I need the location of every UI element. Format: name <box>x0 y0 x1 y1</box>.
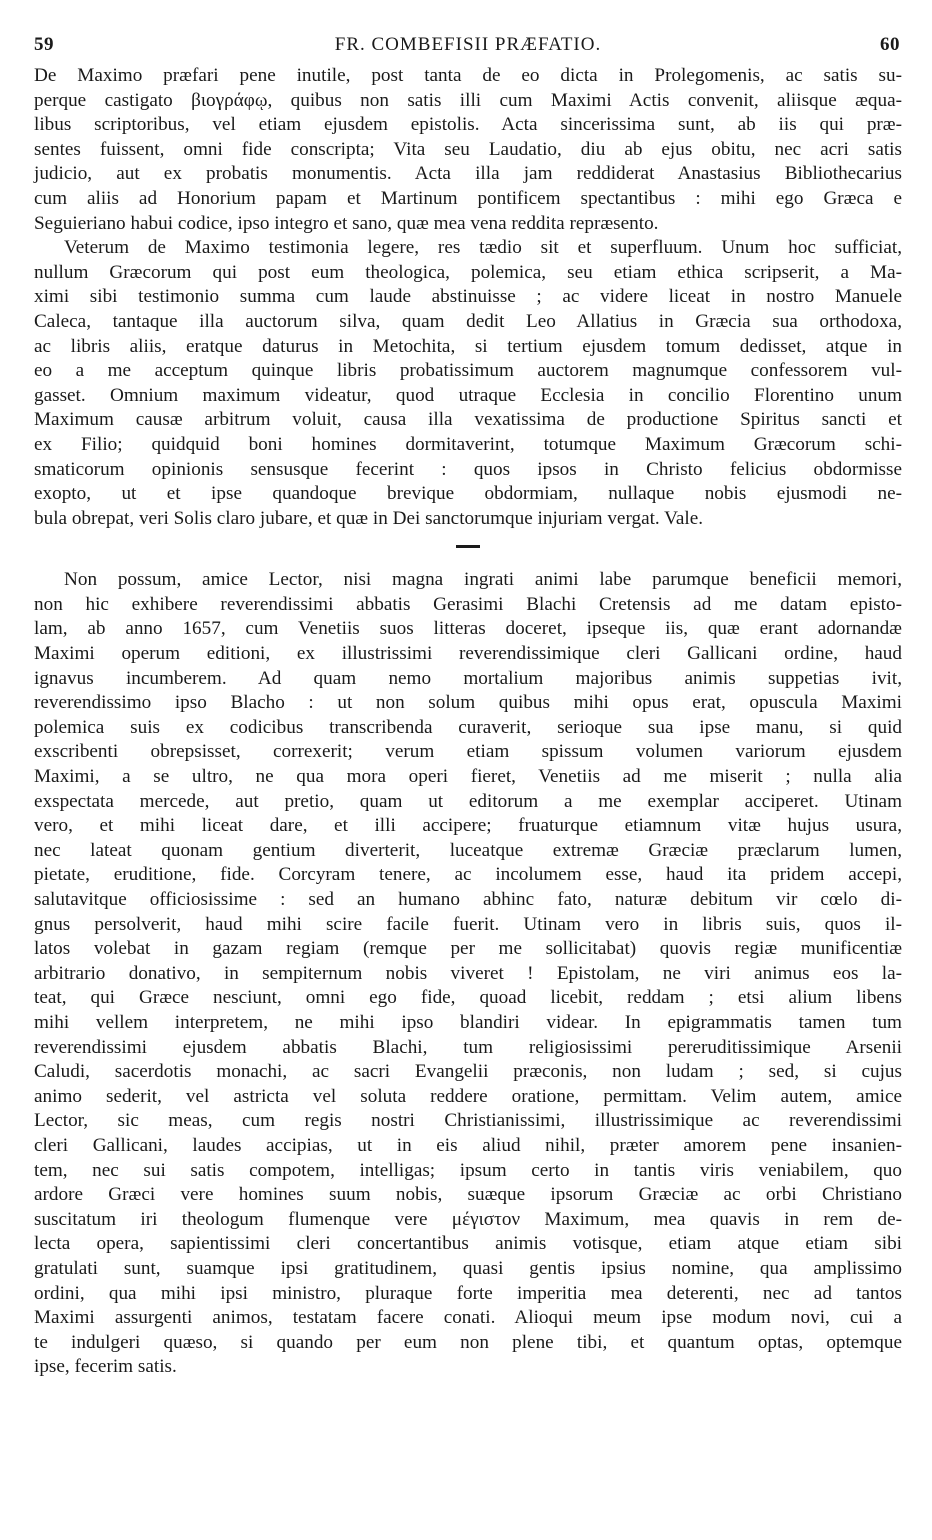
text-line: bula obrepat, veri Solis claro jubare, et quæ in Dei sanctorumque injuriam vergat. Vale. <box>34 507 704 529</box>
text-line: perque castigato βιογράφῳ, quibus non satis illi cum Maximi Actis convenit, aliisque æqua- <box>34 89 902 111</box>
text-line: arbitrario donativo, in sempiternum nobis viveret ! Epistolam, ne viri animus eos la- <box>34 962 902 984</box>
text-line: suscitatum iri theologum flumenque vere μέγιστον Maximum, mea quavis in rem de- <box>34 1208 902 1230</box>
text-line: te indulgeri quæso, si quando per eum non plene tibi, et quantum optas, optemque <box>34 1331 902 1353</box>
text-line: eo a me acceptum quinque libris probatissimum auctorem magnumque confessorem vul- <box>34 360 902 382</box>
running-title: FR. COMBEFISII PRÆFATIO. <box>334 34 602 55</box>
text-line: ximi sibi testimonio summa cum laude abstinuisse ; ac videre liceat in nostro Manuele <box>34 286 902 308</box>
text-line: Seguieriano habui codice, ipso integro et sano, quæ mea vena reddita repræsento. <box>34 212 659 234</box>
text-line: gnus persolverit, haud mihi scire facile fuerit. Utinam vero in libris suis, quos il- <box>34 913 902 935</box>
text-line: gasset. Omnium maximum videatur, quod utraque Ecclesia in concilio Florentino unum <box>34 384 902 406</box>
text-line: De Maximo præfari pene inutile, post tanta de eo dicta in Prolegomenis, ac satis su- <box>34 65 902 86</box>
text-line: ex Filio; quidquid boni homines dormitaverint, totumque Maximum Græcorum schi- <box>34 433 902 455</box>
text-line: Maximi operum editioni, ex illustrissimi reverendissimique cleri Gallicani ordine, haud <box>34 643 902 665</box>
text-line: ignavus incumberem. Ad quam nemo mortalium majoribus animis suppetias ivit, <box>34 667 902 689</box>
text-line: libus scriptoribus, vel etiam ejusdem epistolis. Acta sincerissima sunt, ab iis qui præ- <box>34 114 902 136</box>
paragraph-preface-maximus <box>34 64 902 236</box>
text-line: ipse, fecerim satis. <box>34 1356 177 1378</box>
page-number-right: 60 <box>880 34 900 55</box>
text-line: pietate, eruditione, fide. Corcyram tenere, ac incolumem esse, haud ita pridem accepi, <box>34 864 902 886</box>
text-line: Caleca, tantaque illa auctorum silva, quam dedit Leo Allatius in Græcia sua orthodoxa, <box>34 310 902 332</box>
text-line: Maximi, a se ultro, ne qua mora operi fieret, Venetiis ad me miserit ; nulla alia <box>34 766 902 788</box>
text-line: nec lateat quonam gentium diverterit, luceatque extremæ Græciæ præclarum lumen, <box>34 839 902 861</box>
text-line: cleri Gallicani, laudes accipias, ut in eis aliud nihil, præter amorem pene insanien- <box>34 1134 902 1156</box>
text-line: exopto, ut et ipse quandoque brevique obdormiam, nullaque nobis ejusmodi ne- <box>34 483 902 505</box>
text-line: judicio, aut ex probatis monumentis. Acta illa jam reddiderat Anastasius Bibliothecarius <box>34 163 902 185</box>
text-line: Non possum, amice Lector, nisi magna ingrati animi labe parumque beneficii memori, <box>64 569 902 591</box>
text-line: cum aliis ad Honorium papam et Martinum pontificem spectantibus : mihi ego Græca e <box>34 187 902 209</box>
text-line: mihi vellem interpretem, ne mihi ipso blandiri videar. In epigrammatis tamen tum <box>34 1011 902 1033</box>
paragraph-testimonia <box>34 236 902 531</box>
text-line: reverendissimi ejusdem abbatis Blachi, tum religiosissimi pereruditissimique Arsenii <box>34 1036 902 1058</box>
text-line: ardore Græci vere homines suum nobis, suæque ipsorum Græciæ ac orbi Christiano <box>34 1184 902 1206</box>
text-line: gratulati sunt, suamque ipsi gratitudinem, quasi gentis ipsius nomine, qua amplissimo <box>34 1257 902 1279</box>
text-line: tem, nec sui satis compotem, intelligas; ipsum certo in tantis viris veniabilem, quo <box>34 1159 902 1181</box>
document-page <box>34 30 902 1380</box>
text-line: vero, et mihi liceat dare, et illi accipere; fruaturque etiamnum vitæ hujus usura, <box>34 815 902 837</box>
running-head <box>34 30 902 58</box>
text-line: smaticorum opinionis sensusque fecerint : quos ipsos in Christo felicius obdormisse <box>34 458 902 480</box>
text-line: Caludi, sacerdotis monachi, ac sacri Evangelii præconis, non ludam ; sed, si cujus <box>34 1061 902 1083</box>
text-line: Maximum causæ arbitrum voluit, causa illa vexatissima de productione Spiritus sancti et <box>34 409 902 431</box>
page-number-left: 59 <box>34 34 54 55</box>
text-line: reverendissimo ipso Blacho : ut non solum quibus mihi opus erat, opuscula Maximi <box>34 692 902 714</box>
text-line: sentes fuissent, omni fide conscripta; Vita seu Laudatio, diu ab ejus obitu, nec acri satis <box>34 138 902 160</box>
text-line: lam, ab anno 1657, cum Venetiis suos litteras doceret, ipseque iis, quæ erant adornandæ <box>34 618 902 640</box>
text-line: Lector, sic meas, cum regis nostri Christianissimi, illustrissimique ac reverendissimi <box>34 1110 902 1132</box>
text-line: exscribenti obrepsisset, correxerit; verum etiam spissum volumen variorum ejusdem <box>34 741 902 763</box>
text-line: latos volebat in gazam regiam (remque per me sollicitabat) quovis regiæ munificentiæ <box>34 938 902 960</box>
text-line: salutavitque officiosissime : sed an humano abhinc fato, naturæ debitum vir cœlo di- <box>34 889 902 910</box>
text-line: nullum Græcorum qui post eum theologica, polemica, seu etiam ethica scripserit, a Ma- <box>34 261 902 283</box>
text-line: ac libris aliis, eratque daturus in Metochita, si tertium ejusdem tomum dedisset, atque in <box>34 335 902 357</box>
text-line: teat, qui Græce nesciunt, omni ego fide, quoad licebit, reddam ; etsi alium libens <box>34 987 902 1009</box>
text-line: animo sederit, vel astricta vel soluta reddere oratione, permittam. Velim autem, amice <box>34 1085 902 1107</box>
text-line: non hic exhibere reverendissimi abbatis Gerasimi Blachi Cretensis ad me datam episto- <box>34 593 902 615</box>
section-divider <box>456 545 480 548</box>
text-line: polemica suis ex codicibus transcribenda curaverit, serioque sua ipse manu, si quid <box>34 716 902 738</box>
paragraph-letter-introduction <box>34 568 902 1380</box>
text-line: exspectata mercede, aut pretio, quam ut editorum a me exemplar acciperet. Utinam <box>34 790 902 812</box>
text-line: Veterum de Maximo testimonia legere, res tædio sit et superfluum. Unum hoc sufficiat, <box>64 237 902 259</box>
text-line: lecta opera, sapientissimi cleri concertantibus animis votisque, etiam atque etiam sibi <box>34 1233 902 1255</box>
text-line: Maximi assurgenti animos, testatam facere conati. Alioqui meum ipse modum novi, cui a <box>34 1307 902 1329</box>
text-line: ordini, qua mihi ipsi ministro, pluraque forte imperitia mea deterenti, nec ad tantos <box>34 1282 902 1304</box>
